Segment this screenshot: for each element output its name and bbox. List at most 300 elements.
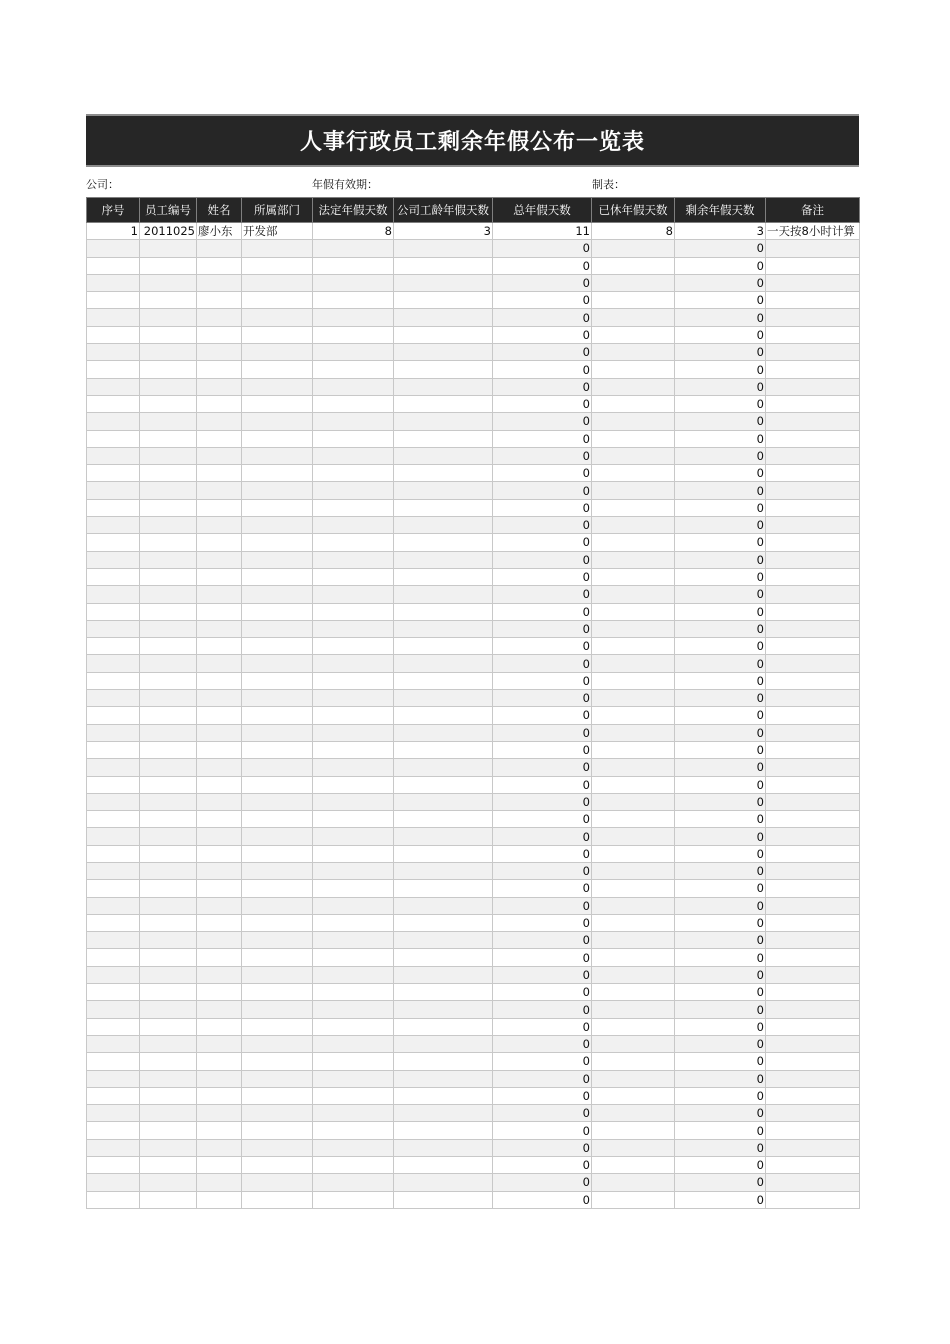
- cell-seniority-days[interactable]: [394, 724, 493, 741]
- cell-legal-days[interactable]: [313, 378, 394, 395]
- cell-emp-id[interactable]: [140, 568, 197, 585]
- cell-remaining-days[interactable]: 0: [675, 1070, 766, 1087]
- cell-legal-days[interactable]: [313, 586, 394, 603]
- cell-name[interactable]: [197, 430, 242, 447]
- cell-seniority-days[interactable]: [394, 1035, 493, 1052]
- cell-used-days[interactable]: [592, 880, 675, 897]
- cell-note[interactable]: [766, 482, 860, 499]
- cell-name[interactable]: [197, 776, 242, 793]
- cell-total-days[interactable]: 0: [493, 1139, 592, 1156]
- cell-total-days[interactable]: 0: [493, 499, 592, 516]
- cell-seq[interactable]: [87, 395, 140, 412]
- cell-dept[interactable]: [242, 534, 313, 551]
- cell-note[interactable]: [766, 932, 860, 949]
- cell-seniority-days[interactable]: [394, 1174, 493, 1191]
- cell-emp-id[interactable]: [140, 1139, 197, 1156]
- cell-emp-id[interactable]: [140, 378, 197, 395]
- cell-seq[interactable]: [87, 292, 140, 309]
- cell-emp-id[interactable]: [140, 517, 197, 534]
- cell-total-days[interactable]: 0: [493, 1105, 592, 1122]
- cell-legal-days[interactable]: [313, 880, 394, 897]
- cell-legal-days[interactable]: [313, 361, 394, 378]
- cell-seniority-days[interactable]: [394, 482, 493, 499]
- cell-total-days[interactable]: 0: [493, 257, 592, 274]
- cell-seniority-days[interactable]: [394, 690, 493, 707]
- cell-dept[interactable]: [242, 1070, 313, 1087]
- cell-used-days[interactable]: [592, 1191, 675, 1208]
- cell-seniority-days[interactable]: [394, 1157, 493, 1174]
- cell-name[interactable]: [197, 932, 242, 949]
- cell-dept[interactable]: [242, 620, 313, 637]
- cell-dept[interactable]: [242, 1053, 313, 1070]
- cell-note[interactable]: [766, 499, 860, 516]
- cell-legal-days[interactable]: [313, 309, 394, 326]
- cell-used-days[interactable]: [592, 309, 675, 326]
- cell-note[interactable]: [766, 1105, 860, 1122]
- cell-seniority-days[interactable]: [394, 361, 493, 378]
- cell-dept[interactable]: [242, 1105, 313, 1122]
- cell-legal-days[interactable]: [313, 932, 394, 949]
- cell-emp-id[interactable]: [140, 1174, 197, 1191]
- cell-seniority-days[interactable]: [394, 551, 493, 568]
- cell-dept[interactable]: [242, 551, 313, 568]
- cell-seniority-days[interactable]: [394, 240, 493, 257]
- cell-seniority-days[interactable]: [394, 1053, 493, 1070]
- cell-used-days[interactable]: [592, 257, 675, 274]
- cell-seniority-days[interactable]: [394, 880, 493, 897]
- cell-seniority-days[interactable]: [394, 1139, 493, 1156]
- cell-dept[interactable]: [242, 1018, 313, 1035]
- cell-note[interactable]: [766, 862, 860, 879]
- cell-total-days[interactable]: 0: [493, 430, 592, 447]
- cell-seniority-days[interactable]: [394, 759, 493, 776]
- cell-seq[interactable]: [87, 966, 140, 983]
- cell-seniority-days[interactable]: [394, 1018, 493, 1035]
- cell-legal-days[interactable]: [313, 724, 394, 741]
- cell-dept[interactable]: [242, 914, 313, 931]
- cell-name[interactable]: [197, 1122, 242, 1139]
- cell-remaining-days[interactable]: 0: [675, 309, 766, 326]
- cell-legal-days[interactable]: [313, 984, 394, 1001]
- cell-note[interactable]: [766, 1157, 860, 1174]
- cell-remaining-days[interactable]: 0: [675, 568, 766, 585]
- cell-legal-days[interactable]: [313, 1035, 394, 1052]
- cell-seniority-days[interactable]: [394, 897, 493, 914]
- cell-seniority-days[interactable]: [394, 430, 493, 447]
- cell-seq[interactable]: [87, 759, 140, 776]
- cell-dept[interactable]: [242, 949, 313, 966]
- cell-emp-id[interactable]: [140, 257, 197, 274]
- cell-total-days[interactable]: 0: [493, 862, 592, 879]
- cell-name[interactable]: [197, 620, 242, 637]
- cell-emp-id[interactable]: [140, 690, 197, 707]
- cell-emp-id[interactable]: [140, 759, 197, 776]
- cell-used-days[interactable]: [592, 534, 675, 551]
- cell-note[interactable]: [766, 620, 860, 637]
- cell-legal-days[interactable]: [313, 1070, 394, 1087]
- cell-remaining-days[interactable]: 0: [675, 274, 766, 291]
- cell-dept[interactable]: [242, 517, 313, 534]
- cell-seniority-days[interactable]: [394, 413, 493, 430]
- cell-note[interactable]: [766, 344, 860, 361]
- cell-name[interactable]: [197, 966, 242, 983]
- cell-used-days[interactable]: [592, 1174, 675, 1191]
- cell-dept[interactable]: [242, 482, 313, 499]
- cell-seq[interactable]: [87, 914, 140, 931]
- cell-dept[interactable]: [242, 741, 313, 758]
- cell-used-days[interactable]: [592, 672, 675, 689]
- cell-note[interactable]: [766, 430, 860, 447]
- cell-name[interactable]: [197, 690, 242, 707]
- cell-seq[interactable]: [87, 1035, 140, 1052]
- cell-name[interactable]: [197, 914, 242, 931]
- cell-legal-days[interactable]: [313, 1053, 394, 1070]
- cell-remaining-days[interactable]: 0: [675, 1053, 766, 1070]
- cell-name[interactable]: [197, 309, 242, 326]
- cell-remaining-days[interactable]: 0: [675, 966, 766, 983]
- cell-used-days[interactable]: [592, 465, 675, 482]
- cell-dept[interactable]: [242, 724, 313, 741]
- cell-seniority-days[interactable]: [394, 568, 493, 585]
- cell-note[interactable]: [766, 603, 860, 620]
- cell-dept[interactable]: [242, 344, 313, 361]
- cell-total-days[interactable]: 0: [493, 1157, 592, 1174]
- cell-seq[interactable]: [87, 378, 140, 395]
- cell-emp-id[interactable]: [140, 707, 197, 724]
- cell-total-days[interactable]: 0: [493, 447, 592, 464]
- col-header-legal-days[interactable]: 法定年假天数: [313, 198, 394, 223]
- cell-emp-id[interactable]: [140, 240, 197, 257]
- cell-name[interactable]: [197, 741, 242, 758]
- cell-name[interactable]: [197, 793, 242, 810]
- cell-used-days[interactable]: [592, 1018, 675, 1035]
- cell-remaining-days[interactable]: 0: [675, 620, 766, 637]
- cell-emp-id[interactable]: [140, 413, 197, 430]
- cell-total-days[interactable]: 0: [493, 586, 592, 603]
- cell-seq[interactable]: [87, 793, 140, 810]
- cell-note[interactable]: 一天按8小时计算: [766, 223, 860, 240]
- cell-name[interactable]: [197, 413, 242, 430]
- cell-note[interactable]: [766, 447, 860, 464]
- cell-legal-days[interactable]: [313, 551, 394, 568]
- cell-legal-days[interactable]: [313, 568, 394, 585]
- cell-seq[interactable]: [87, 811, 140, 828]
- cell-remaining-days[interactable]: 0: [675, 499, 766, 516]
- cell-used-days[interactable]: [592, 724, 675, 741]
- cell-total-days[interactable]: 0: [493, 966, 592, 983]
- cell-remaining-days[interactable]: 0: [675, 292, 766, 309]
- cell-name[interactable]: [197, 274, 242, 291]
- cell-legal-days[interactable]: [313, 828, 394, 845]
- cell-note[interactable]: [766, 638, 860, 655]
- cell-name[interactable]: [197, 257, 242, 274]
- cell-dept[interactable]: [242, 603, 313, 620]
- cell-seq[interactable]: [87, 430, 140, 447]
- cell-legal-days[interactable]: [313, 759, 394, 776]
- cell-note[interactable]: [766, 690, 860, 707]
- cell-name[interactable]: [197, 1001, 242, 1018]
- cell-name[interactable]: [197, 880, 242, 897]
- cell-emp-id[interactable]: [140, 465, 197, 482]
- cell-note[interactable]: [766, 1035, 860, 1052]
- cell-emp-id[interactable]: [140, 776, 197, 793]
- cell-seniority-days[interactable]: [394, 966, 493, 983]
- cell-seniority-days[interactable]: [394, 465, 493, 482]
- cell-legal-days[interactable]: [313, 620, 394, 637]
- cell-used-days[interactable]: [592, 966, 675, 983]
- cell-seq[interactable]: [87, 1001, 140, 1018]
- cell-remaining-days[interactable]: 3: [675, 223, 766, 240]
- cell-note[interactable]: [766, 326, 860, 343]
- cell-seq[interactable]: [87, 361, 140, 378]
- cell-seniority-days[interactable]: [394, 309, 493, 326]
- cell-name[interactable]: [197, 707, 242, 724]
- cell-seniority-days[interactable]: [394, 326, 493, 343]
- cell-name[interactable]: [197, 378, 242, 395]
- cell-used-days[interactable]: [592, 326, 675, 343]
- cell-name[interactable]: [197, 586, 242, 603]
- cell-name[interactable]: [197, 1191, 242, 1208]
- cell-legal-days[interactable]: [313, 1087, 394, 1104]
- cell-seniority-days[interactable]: [394, 828, 493, 845]
- cell-emp-id[interactable]: [140, 811, 197, 828]
- cell-used-days[interactable]: [592, 1053, 675, 1070]
- cell-total-days[interactable]: 0: [493, 655, 592, 672]
- cell-remaining-days[interactable]: 0: [675, 465, 766, 482]
- cell-used-days[interactable]: [592, 690, 675, 707]
- cell-remaining-days[interactable]: 0: [675, 949, 766, 966]
- cell-seniority-days[interactable]: [394, 741, 493, 758]
- cell-total-days[interactable]: 0: [493, 534, 592, 551]
- cell-used-days[interactable]: [592, 344, 675, 361]
- cell-used-days[interactable]: [592, 1139, 675, 1156]
- cell-name[interactable]: [197, 672, 242, 689]
- cell-dept[interactable]: [242, 932, 313, 949]
- cell-seniority-days[interactable]: [394, 845, 493, 862]
- cell-emp-id[interactable]: [140, 897, 197, 914]
- cell-seq[interactable]: [87, 984, 140, 1001]
- cell-seniority-days[interactable]: [394, 638, 493, 655]
- cell-seq[interactable]: [87, 1070, 140, 1087]
- cell-dept[interactable]: [242, 395, 313, 412]
- cell-remaining-days[interactable]: 0: [675, 395, 766, 412]
- cell-legal-days[interactable]: [313, 655, 394, 672]
- cell-name[interactable]: [197, 1174, 242, 1191]
- col-header-total-days[interactable]: 总年假天数: [493, 198, 592, 223]
- cell-used-days[interactable]: [592, 274, 675, 291]
- cell-remaining-days[interactable]: 0: [675, 1191, 766, 1208]
- cell-remaining-days[interactable]: 0: [675, 1105, 766, 1122]
- cell-note[interactable]: [766, 1053, 860, 1070]
- cell-name[interactable]: [197, 724, 242, 741]
- cell-emp-id[interactable]: [140, 1070, 197, 1087]
- cell-legal-days[interactable]: [313, 499, 394, 516]
- cell-name[interactable]: [197, 447, 242, 464]
- cell-total-days[interactable]: 0: [493, 378, 592, 395]
- cell-legal-days[interactable]: [313, 257, 394, 274]
- cell-legal-days[interactable]: [313, 776, 394, 793]
- cell-used-days[interactable]: [592, 638, 675, 655]
- cell-seq[interactable]: [87, 724, 140, 741]
- cell-total-days[interactable]: 0: [493, 326, 592, 343]
- cell-seq[interactable]: [87, 586, 140, 603]
- cell-remaining-days[interactable]: 0: [675, 811, 766, 828]
- cell-dept[interactable]: [242, 759, 313, 776]
- cell-emp-id[interactable]: [140, 828, 197, 845]
- cell-seq[interactable]: [87, 1139, 140, 1156]
- cell-seq[interactable]: [87, 499, 140, 516]
- cell-total-days[interactable]: 0: [493, 551, 592, 568]
- cell-emp-id[interactable]: [140, 1053, 197, 1070]
- cell-remaining-days[interactable]: 0: [675, 1087, 766, 1104]
- cell-emp-id[interactable]: [140, 672, 197, 689]
- cell-seniority-days[interactable]: [394, 949, 493, 966]
- cell-total-days[interactable]: 0: [493, 1070, 592, 1087]
- cell-name[interactable]: [197, 811, 242, 828]
- cell-seniority-days[interactable]: [394, 707, 493, 724]
- cell-remaining-days[interactable]: 0: [675, 776, 766, 793]
- cell-dept[interactable]: [242, 845, 313, 862]
- cell-total-days[interactable]: 0: [493, 465, 592, 482]
- col-header-seniority-days[interactable]: 公司工龄年假天数: [394, 198, 493, 223]
- cell-total-days[interactable]: 0: [493, 240, 592, 257]
- cell-name[interactable]: [197, 344, 242, 361]
- cell-legal-days[interactable]: [313, 1191, 394, 1208]
- cell-seq[interactable]: [87, 741, 140, 758]
- cell-remaining-days[interactable]: 0: [675, 447, 766, 464]
- cell-dept[interactable]: [242, 828, 313, 845]
- cell-legal-days[interactable]: [313, 845, 394, 862]
- cell-dept[interactable]: [242, 880, 313, 897]
- cell-name[interactable]: [197, 984, 242, 1001]
- cell-used-days[interactable]: [592, 914, 675, 931]
- cell-seniority-days[interactable]: [394, 447, 493, 464]
- cell-seq[interactable]: [87, 1191, 140, 1208]
- cell-note[interactable]: [766, 793, 860, 810]
- cell-note[interactable]: [766, 534, 860, 551]
- cell-remaining-days[interactable]: 0: [675, 378, 766, 395]
- cell-legal-days[interactable]: [313, 741, 394, 758]
- cell-seq[interactable]: [87, 1053, 140, 1070]
- cell-emp-id[interactable]: [140, 395, 197, 412]
- cell-dept[interactable]: [242, 984, 313, 1001]
- cell-name[interactable]: [197, 361, 242, 378]
- cell-seniority-days[interactable]: [394, 811, 493, 828]
- cell-emp-id[interactable]: [140, 655, 197, 672]
- cell-total-days[interactable]: 0: [493, 828, 592, 845]
- cell-legal-days[interactable]: [313, 344, 394, 361]
- cell-dept[interactable]: [242, 707, 313, 724]
- cell-used-days[interactable]: [592, 447, 675, 464]
- cell-emp-id[interactable]: [140, 534, 197, 551]
- cell-note[interactable]: [766, 966, 860, 983]
- cell-dept[interactable]: [242, 672, 313, 689]
- cell-legal-days[interactable]: [313, 707, 394, 724]
- cell-remaining-days[interactable]: 0: [675, 984, 766, 1001]
- cell-dept[interactable]: [242, 897, 313, 914]
- cell-emp-id[interactable]: [140, 344, 197, 361]
- cell-used-days[interactable]: [592, 828, 675, 845]
- cell-seniority-days[interactable]: [394, 257, 493, 274]
- cell-emp-id[interactable]: [140, 586, 197, 603]
- cell-total-days[interactable]: 0: [493, 690, 592, 707]
- cell-dept[interactable]: [242, 499, 313, 516]
- cell-used-days[interactable]: [592, 862, 675, 879]
- cell-used-days[interactable]: [592, 932, 675, 949]
- cell-remaining-days[interactable]: 0: [675, 672, 766, 689]
- cell-remaining-days[interactable]: 0: [675, 759, 766, 776]
- cell-emp-id[interactable]: [140, 880, 197, 897]
- cell-name[interactable]: [197, 603, 242, 620]
- cell-name[interactable]: [197, 395, 242, 412]
- cell-name[interactable]: [197, 1035, 242, 1052]
- cell-dept[interactable]: [242, 309, 313, 326]
- cell-emp-id[interactable]: [140, 499, 197, 516]
- cell-remaining-days[interactable]: 0: [675, 326, 766, 343]
- cell-emp-id[interactable]: [140, 326, 197, 343]
- cell-legal-days[interactable]: [313, 603, 394, 620]
- cell-legal-days[interactable]: [313, 672, 394, 689]
- cell-used-days[interactable]: [592, 984, 675, 1001]
- cell-remaining-days[interactable]: 0: [675, 1174, 766, 1191]
- cell-seq[interactable]: [87, 344, 140, 361]
- cell-seq[interactable]: [87, 828, 140, 845]
- cell-legal-days[interactable]: [313, 1122, 394, 1139]
- cell-remaining-days[interactable]: 0: [675, 1122, 766, 1139]
- cell-seq[interactable]: [87, 672, 140, 689]
- cell-used-days[interactable]: [592, 499, 675, 516]
- cell-used-days[interactable]: [592, 707, 675, 724]
- col-header-dept[interactable]: 所属部门: [242, 198, 313, 223]
- cell-dept[interactable]: [242, 1087, 313, 1104]
- cell-seniority-days[interactable]: [394, 984, 493, 1001]
- cell-name[interactable]: [197, 1070, 242, 1087]
- cell-emp-id[interactable]: [140, 966, 197, 983]
- cell-total-days[interactable]: 0: [493, 897, 592, 914]
- cell-legal-days[interactable]: [313, 240, 394, 257]
- cell-name[interactable]: [197, 534, 242, 551]
- cell-legal-days[interactable]: [313, 465, 394, 482]
- cell-dept[interactable]: [242, 811, 313, 828]
- cell-legal-days[interactable]: 8: [313, 223, 394, 240]
- cell-total-days[interactable]: 0: [493, 845, 592, 862]
- cell-remaining-days[interactable]: 0: [675, 344, 766, 361]
- cell-name[interactable]: [197, 862, 242, 879]
- cell-dept[interactable]: 开发部: [242, 223, 313, 240]
- cell-used-days[interactable]: [592, 1087, 675, 1104]
- col-header-remaining-days[interactable]: 剩余年假天数: [675, 198, 766, 223]
- cell-name[interactable]: [197, 326, 242, 343]
- cell-total-days[interactable]: 0: [493, 1018, 592, 1035]
- cell-used-days[interactable]: [592, 949, 675, 966]
- cell-remaining-days[interactable]: 0: [675, 534, 766, 551]
- cell-used-days[interactable]: [592, 395, 675, 412]
- cell-seniority-days[interactable]: [394, 776, 493, 793]
- cell-dept[interactable]: [242, 413, 313, 430]
- cell-total-days[interactable]: 0: [493, 361, 592, 378]
- cell-seniority-days[interactable]: [394, 517, 493, 534]
- cell-used-days[interactable]: [592, 551, 675, 568]
- cell-note[interactable]: [766, 1122, 860, 1139]
- cell-note[interactable]: [766, 776, 860, 793]
- cell-seniority-days[interactable]: [394, 793, 493, 810]
- cell-total-days[interactable]: 0: [493, 759, 592, 776]
- cell-note[interactable]: [766, 1191, 860, 1208]
- cell-dept[interactable]: [242, 586, 313, 603]
- cell-legal-days[interactable]: [313, 395, 394, 412]
- cell-seq[interactable]: [87, 655, 140, 672]
- cell-remaining-days[interactable]: 0: [675, 413, 766, 430]
